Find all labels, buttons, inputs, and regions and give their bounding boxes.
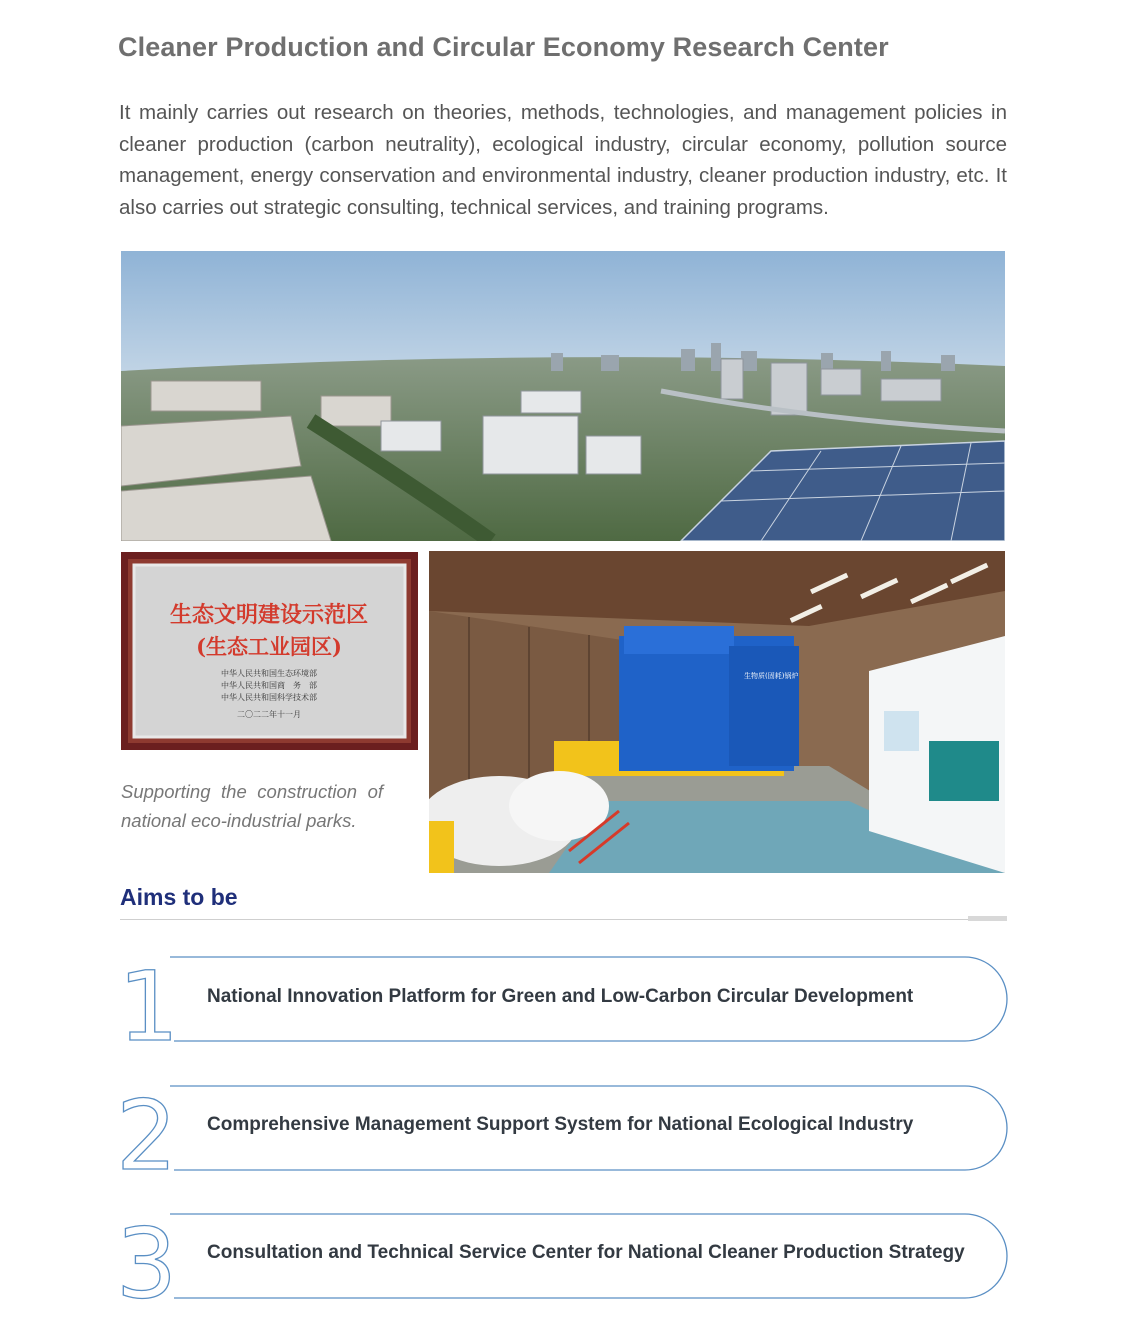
aim-number-2: 2	[116, 1080, 178, 1179]
page-title: Cleaner Production and Circular Economy Research Center	[118, 32, 889, 62]
plaque-line-4: 中华人民共和国商 务 部	[221, 681, 317, 690]
photo-caption: Supporting the construction of national eco-industrial parks.	[121, 781, 383, 831]
eco-park-plaque-image	[121, 552, 418, 750]
plaque-line-3: 中华人民共和国生态环境部	[221, 669, 317, 678]
aim-text-3: Consultation and Technical Service Center for National Cleaner Production Strategy	[207, 1242, 965, 1263]
intro-paragraph: It mainly carries out research on theories, methods, technologies, and management policies in cleaner production (carbon neutrality), ecological industry, circular economy, pollution source management, energy conservation and environmental industry, cleaner production industry, etc. It also carries out strategic consulting, technical services, and training programs.	[119, 101, 1007, 219]
aim-text-2: Comprehensive Management Support System for National Ecological Industry	[207, 1114, 914, 1135]
aim-item-3	[110, 1207, 1010, 1307]
aim-item-1	[110, 950, 1010, 1050]
aim-number-1: 1	[118, 951, 180, 1050]
plaque-line-1: 生态文明建设示范区	[169, 602, 369, 628]
industrial-park-panorama-image	[121, 251, 1005, 541]
aims-divider	[120, 919, 1007, 920]
aim-item-2	[110, 1079, 1010, 1179]
biomass-boiler-factory-image	[429, 551, 1005, 873]
aim-text-1: National Innovation Platform for Green and Low-Carbon Circular Development	[207, 986, 914, 1007]
aims-heading: Aims to be	[120, 884, 238, 910]
aims-divider-accent	[968, 916, 1007, 921]
aim-number-3: 3	[116, 1208, 178, 1307]
plaque-line-2: (生态工业园区)	[196, 634, 342, 659]
boiler-label: 生物质(固耗)锅炉	[744, 672, 799, 680]
plaque-line-5: 中华人民共和国科学技术部	[221, 693, 317, 702]
plaque-line-6: 二〇二二年十一月	[237, 710, 301, 719]
